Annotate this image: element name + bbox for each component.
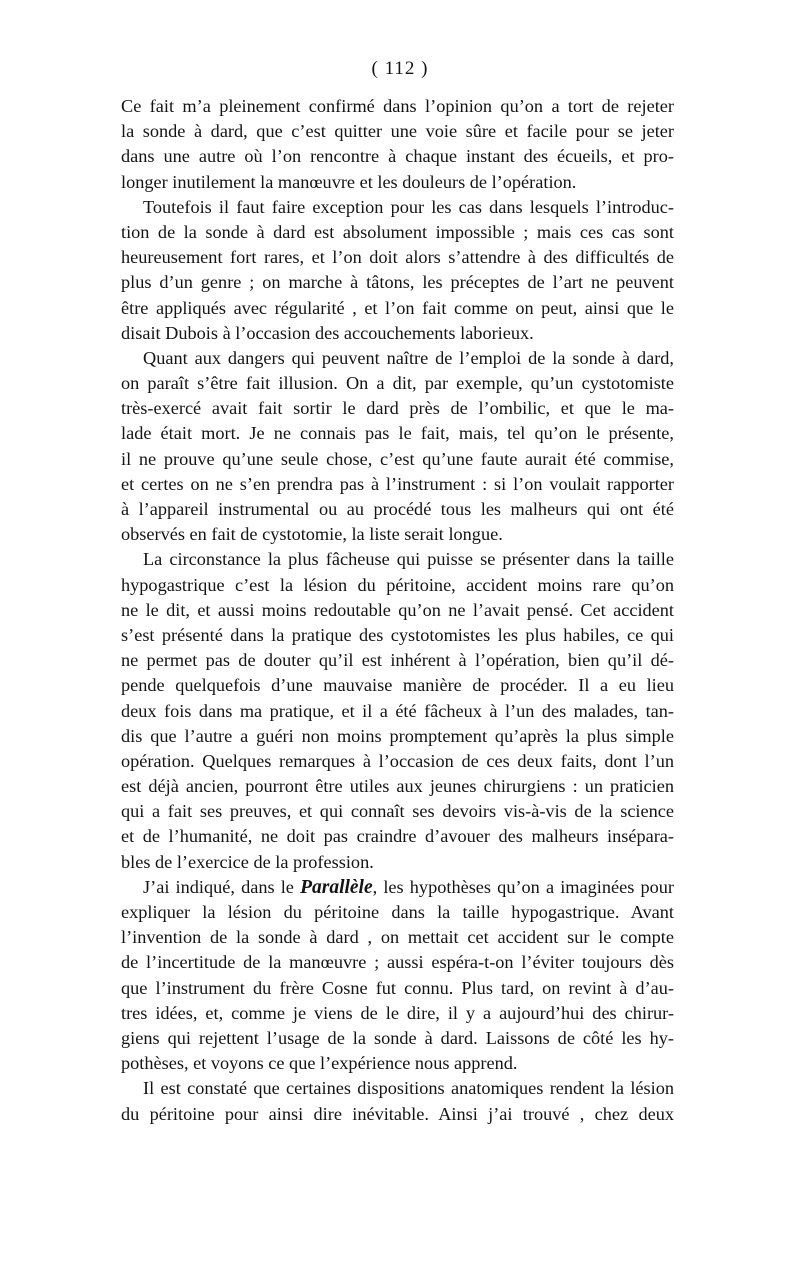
text-line: tres idées, et, comme je viens de le dire, il y a aujourd’hui des chirur- [121, 1002, 674, 1023]
text-line: et de l’humanité, ne doit pas craindre d’avouer des malheurs insépara- [121, 826, 674, 847]
text-line: on paraît s’être fait illusion. On a dit, par exemple, qu’un cystotomiste [121, 373, 674, 394]
text-line: ne permet pas de douter qu’il est inhérent à l’opération, bien qu’il dé- [121, 650, 674, 671]
text-line: s’est présenté dans la pratique des cystotomistes les plus habiles, ce qui [121, 624, 674, 645]
text-line: lade était mort. Je ne connais pas le fait, mais, tel qu’on le présente, [121, 423, 674, 444]
paragraph-2 [121, 195, 674, 346]
text-fragment: , les hypothèses qu’on a imaginées pour [372, 876, 674, 897]
text-line: heureusement fort rares, et l’on doit alors s’attendre à des difficultés de [121, 247, 674, 268]
text-line: Toutefois il faut faire exception pour les cas dans lesquels l’introduc- [143, 196, 674, 217]
text-line: est déjà ancien, pourront être utiles aux jeunes chirurgiens : un praticien [121, 776, 674, 797]
text-line: bles de l’exercice de la profession. [121, 851, 374, 872]
paragraph-5 [121, 875, 674, 1077]
text-line: Il est constaté que certaines dispositions anatomiques rendent la lésion [143, 1078, 674, 1099]
paragraph-6 [121, 1076, 674, 1126]
text-line: observés en fait de cystotomie, la liste serait longue. [121, 524, 503, 545]
text-line: Ce fait m’a pleinement confirmé dans l’opinion qu’on a tort de rejeter [121, 96, 674, 116]
text-line: être appliqués avec régularité , et l’on fait comme on peut, ainsi que le [121, 297, 674, 318]
text-line: à l’appareil instrumental ou au procédé tous les malheurs qui ont été [121, 499, 674, 519]
text-line: disait Dubois à l’occasion des accouchements laborieux. [121, 322, 534, 343]
text-fragment: J’ai indiqué, dans le [143, 876, 301, 897]
text-line: longer inutilement la manœuvre et les douleurs de l’opération. [121, 171, 577, 192]
paragraph-3 [121, 346, 674, 548]
text-line: il ne prouve qu’une seule chose, c’est qu’une faute aurait été commise, [121, 448, 674, 469]
text-line: hypogastrique c’est la lésion du péritoine, accident moins rare qu’on [121, 574, 674, 595]
text-line: La circonstance la plus fâcheuse qui puisse se présenter dans la taille [143, 549, 674, 570]
paragraph-4 [121, 547, 674, 874]
text-line: tion de la sonde à dard est absolument impossible ; mais ces cas sont [121, 221, 674, 242]
text-line: du péritoine pour ainsi dire inévitable. Ainsi j’ai trouvé , chez deux [121, 1103, 674, 1124]
text-line: et certes on ne s’en prendra pas à l’instrument : si l’on voulait rapporter [121, 473, 674, 494]
text-line: très-exercé avait fait sortir le dard près de l’ombilic, et que le ma- [121, 398, 674, 419]
text-line: de l’incertitude de la manœuvre ; aussi espéra-t-on l’éviter toujours dès [121, 952, 674, 973]
text-line: Quant aux dangers qui peuvent naître de l’emploi de la sonde à dard, [143, 347, 674, 368]
text-line: opération. Quelques remarques à l’occasion de ces deux faits, dont l’un [121, 750, 674, 771]
text-line: expliquer la lésion du péritoine dans la taille hypogastrique. Avant [121, 902, 674, 922]
text-line: l’invention de la sonde à dard , on mettait cet accident sur le compte [121, 927, 674, 948]
text-line: dis que l’autre a guéri non moins promptement qu’après la plus simple [121, 725, 674, 746]
text-line [121, 875, 674, 900]
page-number: ( 112 ) [371, 58, 429, 79]
text-line: giens qui rejettent l’usage de la sonde à dard. Laissons de côté les hy- [121, 1027, 674, 1048]
paragraph-1 [121, 94, 674, 195]
text-line: ne le dit, et aussi moins redoutable qu’on ne l’avait pensé. Cet accident [121, 599, 674, 620]
work-title: Parallèle [300, 876, 373, 898]
text-line: plus d’un genre ; on marche à tâtons, les préceptes de l’art ne peuvent [121, 272, 674, 293]
text-line: que l’instrument du frère Cosne fut connu. Plus tard, on revint à d’au- [121, 977, 674, 998]
text-line: la sonde à dard, que c’est quitter une voie sûre et facile pour se jeter [121, 121, 674, 142]
text-line: deux fois dans ma pratique, et il a été fâcheux à l’un des malades, tan- [121, 700, 674, 721]
text-line: dans une autre où l’on rencontre à chaque instant des écueils, et pro- [121, 146, 674, 167]
text-line: pende quelquefois d’une mauvaise manière de procéder. Il a eu lieu [121, 675, 674, 696]
text-line: pothèses, et voyons ce que l’expérience nous apprend. [121, 1053, 518, 1074]
text-line: qui a fait ses preuves, et qui connaît ses devoirs vis-à-vis de la science [121, 801, 674, 822]
body-text [121, 94, 674, 1127]
